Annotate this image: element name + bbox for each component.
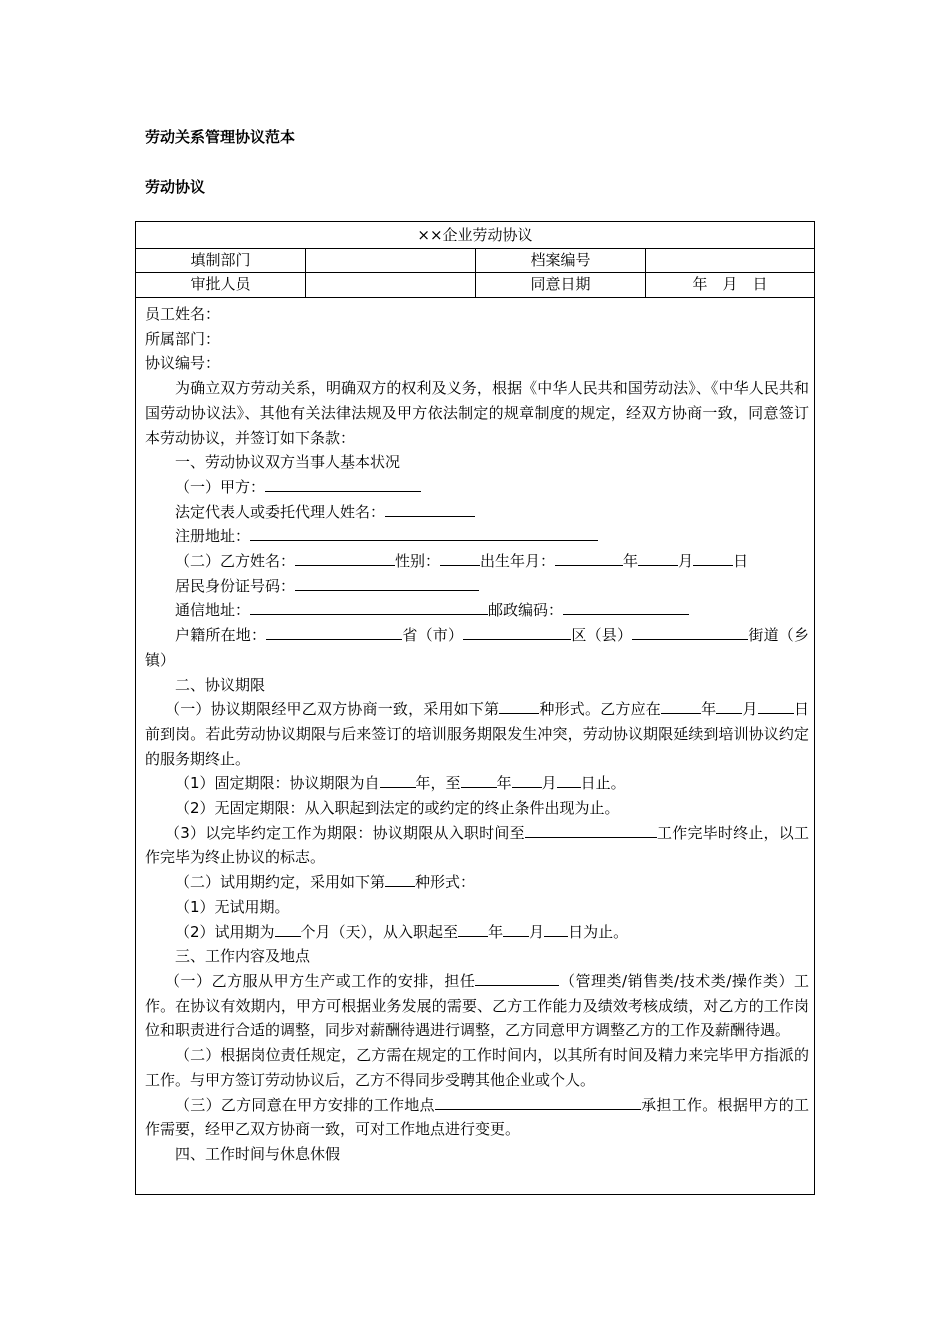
birth-day-unit: 日: [733, 552, 749, 571]
prob-year-unit: 年: [488, 922, 504, 941]
open-term-line: （2）无固定期限：从入职起到法定的或约定的终止条件出现为止。: [175, 799, 620, 818]
prob-label: （2）试用期为: [175, 922, 275, 941]
agreement-no-line: 协议编号：: [145, 354, 221, 373]
birth-year-unit: 年: [623, 552, 639, 571]
work-location-blank[interactable]: [435, 1093, 641, 1110]
birth-month-unit: 月: [678, 552, 694, 571]
legal-rep-blank[interactable]: [385, 500, 475, 517]
reg-addr-label: 注册地址：: [175, 527, 251, 546]
street-unit: 街道（乡镇）: [145, 626, 809, 669]
document-subtitle: 劳动协议: [145, 178, 206, 196]
task-term-label: （3）以完毕约定工作为期限：协议期限从入职时间至: [165, 823, 525, 842]
legal-rep-line: [145, 500, 809, 525]
task-term-tail: 工作完毕时终止，以工作完毕为终止协议的标志。: [145, 823, 809, 867]
term-month-blank[interactable]: [716, 697, 742, 714]
reg-addr-blank[interactable]: [250, 524, 598, 541]
party-b-name-label: （二）乙方姓名：: [175, 552, 296, 571]
party-a-line: [145, 475, 809, 500]
id-no-blank[interactable]: [295, 574, 479, 591]
fixed-to-month-blank[interactable]: [512, 771, 542, 788]
term-year-unit: 年: [700, 700, 717, 719]
prob-day-blank[interactable]: [544, 920, 568, 937]
fixed-from-year-unit: 年，至: [415, 774, 461, 793]
prob-end: 日为止。: [568, 922, 629, 941]
work-position-blank[interactable]: [475, 969, 559, 986]
work-label: （一）乙方服从甲方生产或工作的安排，担任: [165, 971, 476, 990]
fill-dept-label: 填制部门: [136, 249, 306, 272]
agree-date-label: 同意日期: [476, 273, 646, 297]
probation-period-line: [145, 920, 809, 945]
fixed-to-day-blank[interactable]: [557, 771, 581, 788]
term-label-c: 日前到岗。若此劳动协议期限与后来签订的培训服务期限发生冲突，劳动协议期限延续到培训协议约定的服务期终止。: [145, 700, 809, 768]
form-row-department: [136, 249, 814, 273]
section-1-title: 一、劳动协议双方当事人基本状况: [175, 453, 401, 472]
fixed-to-year-blank[interactable]: [461, 771, 497, 788]
gender-blank[interactable]: [440, 549, 480, 566]
prob-month-blank[interactable]: [503, 920, 529, 937]
district-blank[interactable]: [463, 623, 571, 640]
approver-label: 审批人员: [136, 273, 306, 297]
prob-months-blank[interactable]: [275, 920, 301, 937]
legal-rep-label: 法定代表人或委托代理人姓名：: [175, 502, 386, 521]
party-a-label: （一）甲方：: [175, 477, 266, 496]
term-label-a: （一）协议期限经甲乙双方协商一致，采用如下第: [165, 700, 500, 719]
province-unit: 省（市）: [402, 626, 464, 645]
id-no-label: 居民身份证号码：: [175, 576, 296, 595]
work-tail: （管理类/销售类/技术类/操作类）工作。在协议有效期内，甲方可根据业务发展的需要、乙方工作能力及绩效考核成绩，对乙方的工作岗位和职责进行合适的调整，同步对薪酬待遇进行调整，乙方同意甲方调整乙方的工作及薪酬待遇。: [145, 971, 809, 1040]
task-term-paragraph: [145, 821, 809, 870]
mail-addr-blank[interactable]: [250, 598, 488, 615]
work-duty-paragraph: （二）根据岗位责任规定，乙方需在规定的工作时间内，以其所有时间及精力来完毕甲方指派的工作。与甲方签订劳动协议后，乙方不得同步受聘其他企业或个人。: [145, 1046, 809, 1089]
fixed-to-day-unit: 日止。: [580, 774, 626, 793]
mail-addr-line: [145, 598, 809, 623]
form-caption: ××企业劳动协议: [136, 222, 814, 249]
term-year-blank[interactable]: [661, 697, 701, 714]
prob-year-blank[interactable]: [458, 920, 488, 937]
district-unit: 区（县）: [571, 626, 633, 645]
file-no-value[interactable]: [646, 249, 814, 272]
birth-month-blank[interactable]: [638, 549, 678, 566]
term-month-unit: 月: [742, 700, 758, 719]
probation-label: （二）试用期约定，采用如下第: [175, 873, 386, 892]
form-row-approval: [136, 273, 814, 298]
section-3-title: 三、工作内容及地点: [175, 947, 311, 966]
term-day-blank[interactable]: [758, 697, 794, 714]
probation-tail: 种形式：: [415, 873, 476, 892]
mail-addr-label: 通信地址：: [175, 601, 251, 620]
work-location-paragraph: [145, 1093, 809, 1142]
work-location-label: （三）乙方同意在甲方安排的工作地点: [175, 1095, 435, 1114]
department-line: 所属部门：: [145, 329, 221, 348]
fixed-to-month-unit: 月: [541, 774, 557, 793]
no-probation-line: （1）无试用期。: [175, 897, 290, 916]
work-location-tail: 承担工作。根据甲方的工作需要，经甲乙双方协商一致，可对工作地点进行变更。: [145, 1095, 809, 1139]
task-term-blank[interactable]: [525, 821, 657, 838]
probation-form-blank[interactable]: [385, 870, 415, 887]
fixed-from-year-blank[interactable]: [380, 771, 416, 788]
agree-date-value[interactable]: 年 月 日: [692, 275, 768, 293]
reg-addr-line: [145, 524, 809, 549]
party-b-line: [145, 549, 809, 574]
fill-dept-value[interactable]: [306, 249, 476, 272]
term-paragraph: [145, 697, 809, 771]
document-title: 劳动关系管理协议范本: [145, 128, 296, 146]
agreement-form: [135, 221, 815, 1195]
fixed-term-label: （1）固定期限：协议期限为自: [175, 774, 380, 793]
file-no-label: 档案编号: [476, 249, 646, 272]
party-a-blank[interactable]: [265, 475, 421, 492]
hukou-label: 户籍所在地：: [175, 626, 267, 645]
id-no-line: [145, 574, 809, 599]
term-label-b: 种形式。乙方应在: [539, 700, 661, 719]
street-blank[interactable]: [632, 623, 748, 640]
province-blank[interactable]: [266, 623, 402, 640]
fixed-term-line: [145, 771, 809, 796]
fixed-to-year-unit: 年: [496, 774, 512, 793]
section-4-title: 四、工作时间与休息休假: [175, 1144, 341, 1163]
intro-paragraph: 为确立双方劳动关系，明确双方的权利及义务，根据《中华人民共和国劳动法》、《中华人民共和国劳动协议法》、其他有关法律法规及甲方依法制定的规章制度的规定，经双方协商一致，同意签订本劳动协议，并签订如下条款：: [145, 379, 809, 447]
term-form-blank[interactable]: [499, 697, 539, 714]
hukou-line: [145, 623, 809, 672]
employee-name-line: 员工姓名：: [145, 305, 221, 323]
gender-label: 性别：: [395, 552, 441, 571]
approver-value[interactable]: [306, 273, 476, 297]
work-content-paragraph: [145, 969, 809, 1043]
birth-day-blank[interactable]: [693, 549, 733, 566]
postcode-blank[interactable]: [563, 598, 689, 615]
section-2-title: 二、协议期限: [175, 675, 266, 694]
prob-label-b: 个月（天），从入职起至: [300, 922, 459, 941]
agreement-body: [145, 302, 809, 1167]
prob-month-unit: 月: [529, 922, 545, 941]
birth-label: 出生年月：: [480, 552, 556, 571]
postcode-label: 邮政编码：: [488, 601, 564, 620]
party-b-name-blank[interactable]: [295, 549, 395, 566]
birth-year-blank[interactable]: [555, 549, 623, 566]
probation-line: [145, 870, 809, 895]
